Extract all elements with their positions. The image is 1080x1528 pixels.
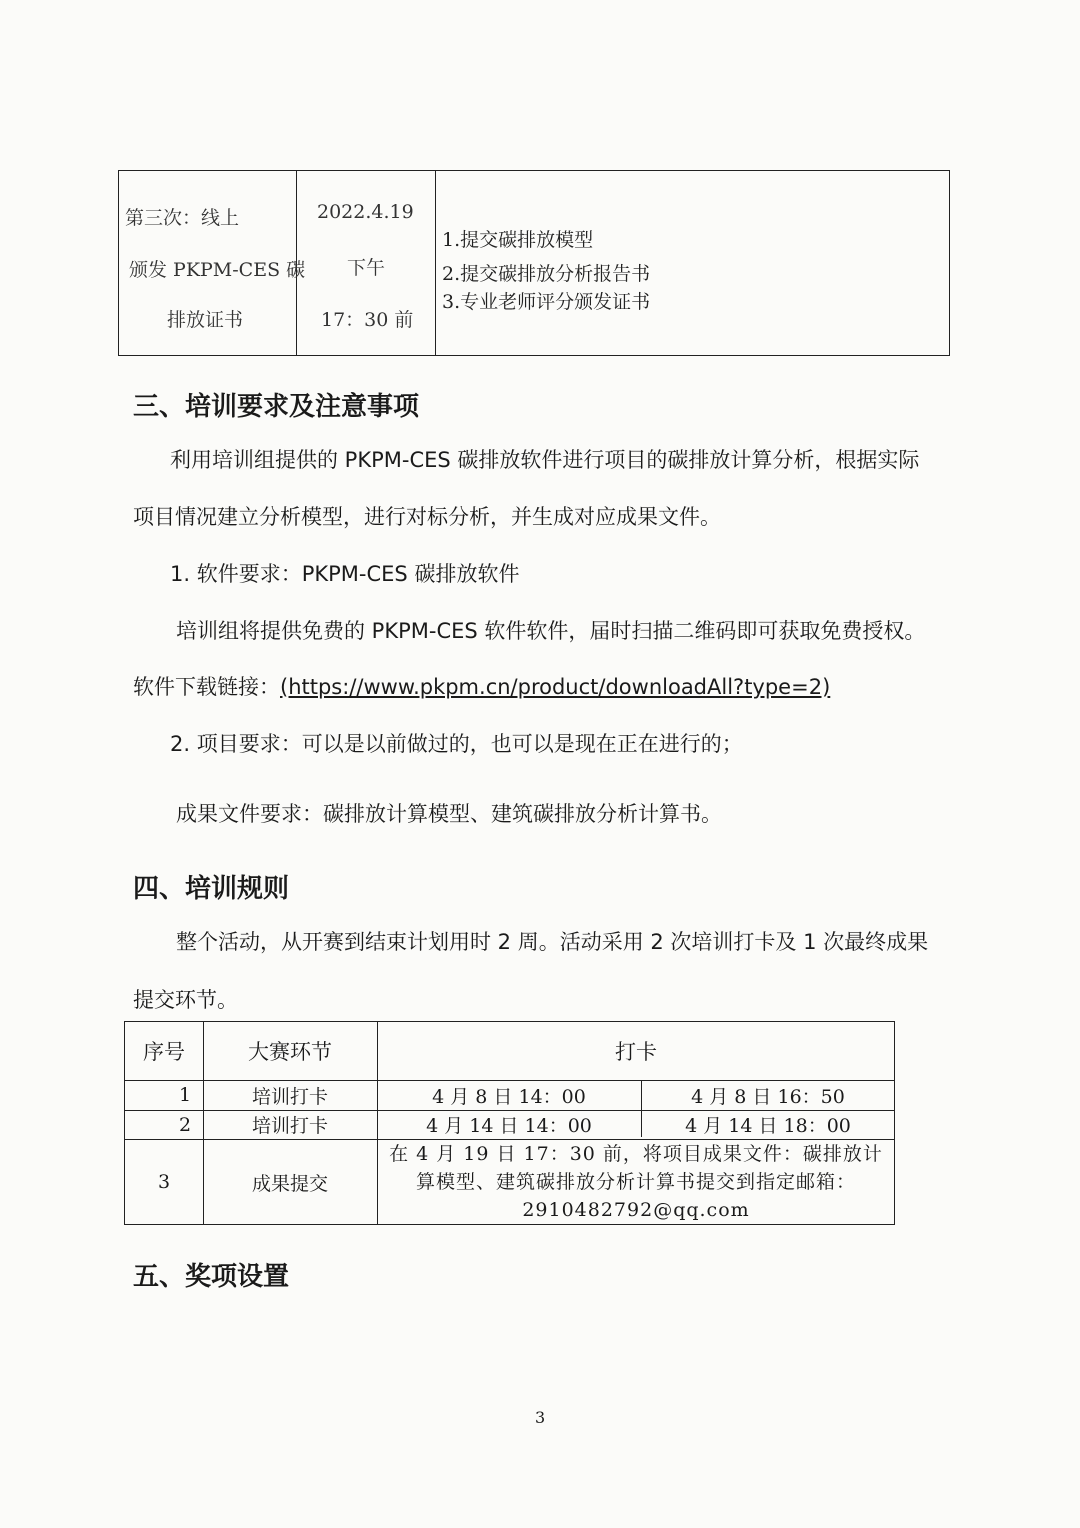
download-line	[133, 671, 830, 701]
section-heading-awards: 五、奖项设置	[133, 1262, 290, 1292]
deliverables-requirement: 成果文件要求：碳排放计算模型、建筑碳排放分析计算书。	[176, 802, 722, 826]
para-rules-line2: 提交环节。	[133, 988, 238, 1012]
table-row-3-stage: 成果提交	[251, 1172, 328, 1195]
time-line-2: 下午	[347, 257, 386, 279]
table-row-1-no: 1	[178, 1084, 192, 1106]
stage-line-3: 排放证书	[167, 309, 244, 331]
header-no: 序号	[143, 1040, 185, 1064]
content-line-1: 1.提交碳排放模型	[442, 229, 594, 251]
time-line-1: 2022.4.19	[317, 201, 414, 223]
content-line-3: 3.专业老师评分颁发证书	[442, 291, 651, 313]
table-row-1-end: 4 月 8 日 16：50	[691, 1085, 845, 1108]
time-cell	[297, 171, 436, 355]
schedule-table-row	[118, 170, 950, 356]
table-row-2-end: 4 月 14 日 18：00	[685, 1115, 851, 1137]
section-heading-requirements: 三、培训要求及注意事项	[133, 392, 420, 422]
para-requirements-line2: 项目情况建立分析模型，进行对标分析，并生成对应成果文件。	[133, 505, 721, 529]
content-line-2: 2.提交碳排放分析报告书	[442, 263, 651, 285]
content-cell	[436, 171, 949, 355]
header-checkin: 打卡	[615, 1040, 657, 1064]
software-requirement: 1. 软件要求：PKPM-CES 碳排放软件	[170, 562, 520, 586]
table-row-2-no: 2	[178, 1113, 192, 1136]
rules-table	[124, 1021, 895, 1225]
stage-line-1: 第三次：线上	[125, 207, 240, 229]
table-row-2-start: 4 月 14 日 14：00	[426, 1115, 592, 1137]
page-number: 3	[535, 1408, 546, 1427]
software-description: 培训组将提供免费的 PKPM-CES 软件软件，届时扫描二维码即可获取免费授权。	[176, 619, 926, 643]
table-row-1-stage: 培训打卡	[251, 1085, 328, 1108]
table-row-2-stage: 培训打卡	[251, 1115, 328, 1137]
section-heading-rules: 四、培训规则	[133, 874, 290, 904]
header-stage: 大赛环节	[248, 1040, 332, 1064]
table-row-1-start: 4 月 8 日 14：00	[432, 1085, 586, 1108]
stage-line-2: 颁发 PKPM-CES 碳	[129, 259, 306, 281]
project-requirement: 2. 项目要求：可以是以前做过的，也可以是现在正在进行的；	[170, 732, 743, 756]
download-link[interactable]: (https://www.pkpm.cn/product/downloadAll?type=2)	[280, 675, 831, 699]
download-label: 软件下载链接：	[133, 675, 280, 699]
para-rules-line1: 整个活动，从开赛到结束计划用时 2 周。活动采用 2 次培训打卡及 1 次最终成果	[176, 930, 929, 954]
table-row-3-note: 在 4 月 19 日 17：30 前，将项目成果文件：碳排放计算模型、建筑碳排放分析计算书提交到指定邮箱：2910482792@qq.com	[389, 1143, 883, 1221]
table-row-3-no: 3	[157, 1171, 171, 1193]
stage-cell	[119, 171, 306, 355]
time-line-3: 17：30 前	[321, 309, 414, 331]
para-requirements-line1: 利用培训组提供的 PKPM-CES 碳排放软件进行项目的碳排放计算分析，根据实际	[170, 448, 920, 472]
